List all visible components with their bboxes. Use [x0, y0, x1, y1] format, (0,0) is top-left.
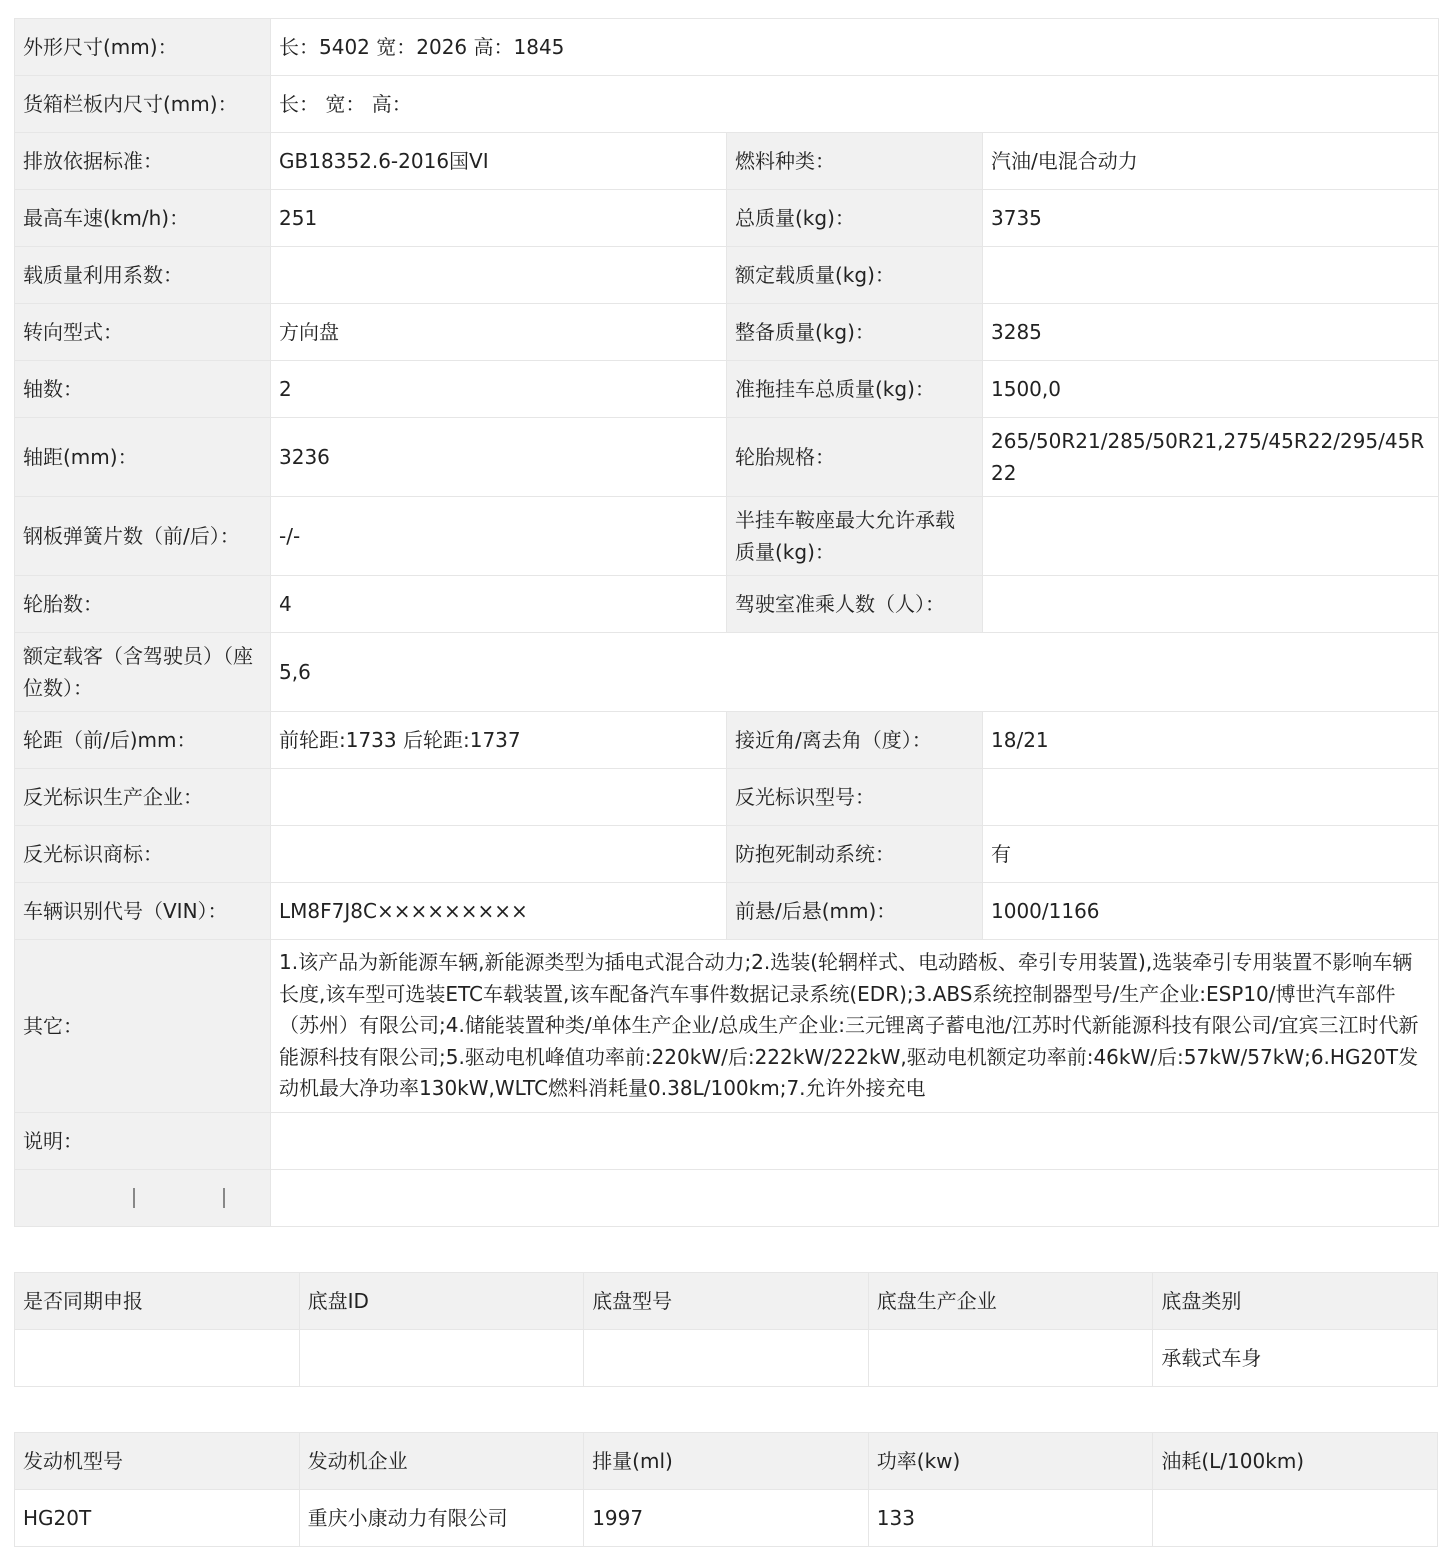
- overhang-label: 前悬/后悬(mm)：: [727, 883, 983, 940]
- chassis-header-cell: 底盘ID: [299, 1273, 584, 1330]
- emission-std-label: 排放依据标准：: [15, 133, 271, 190]
- row-cargo-dims: [15, 76, 1439, 133]
- engine-cell: HG20T: [15, 1490, 300, 1547]
- chassis-header-cell: 底盘生产企业: [868, 1273, 1153, 1330]
- axles-label: 轴数：: [15, 361, 271, 418]
- row-passengers: [15, 633, 1439, 712]
- dimensions-value: 长：5402 宽：2026 高：1845: [271, 19, 1439, 76]
- engine-header-cell: 油耗(L/100km): [1153, 1433, 1438, 1490]
- row-wheelbase: [15, 418, 1439, 497]
- reflect-brand-label: 反光标识商标：: [15, 826, 271, 883]
- reflect-model-value: [983, 769, 1439, 826]
- total-mass-value: 3735: [983, 190, 1439, 247]
- chassis-header-cell: 底盘型号: [584, 1273, 869, 1330]
- rated-load-label: 额定载质量(kg)：: [727, 247, 983, 304]
- leaf-springs-label: 钢板弹簧片数（前/后）：: [15, 497, 271, 576]
- cab-seats-value: [983, 576, 1439, 633]
- abs-label: 防抱死制动系统：: [727, 826, 983, 883]
- trailer-mass-value: 1500,0: [983, 361, 1439, 418]
- chassis-cell: 承载式车身: [1153, 1330, 1438, 1387]
- max-speed-value: 251: [271, 190, 727, 247]
- saddle-load-value: [983, 497, 1439, 576]
- tire-spec-value: 265/50R21/285/50R21,275/45R22/295/45R22: [983, 418, 1439, 497]
- passengers-label: 额定载客（含驾驶员）（座位数）：: [15, 633, 271, 712]
- engine-cell: 1997: [584, 1490, 869, 1547]
- row-load: [15, 247, 1439, 304]
- wheelbase-value: 3236: [271, 418, 727, 497]
- cab-seats-label: 驾驶室准乘人数（人）：: [727, 576, 983, 633]
- fuel-type-value: 汽油/电混合动力: [983, 133, 1439, 190]
- leaf-springs-value: -/-: [271, 497, 727, 576]
- axles-value: 2: [271, 361, 727, 418]
- cargo-dims-label: 货箱栏板内尺寸(mm)：: [15, 76, 271, 133]
- emission-std-value: GB18352.6-2016国VI: [271, 133, 727, 190]
- reflect-maker-value: [271, 769, 727, 826]
- row-reflect-maker: [15, 769, 1439, 826]
- row-emission: [15, 133, 1439, 190]
- vin-label: 车辆识别代号（VIN）：: [15, 883, 271, 940]
- reflect-model-label: 反光标识型号：: [727, 769, 983, 826]
- chassis-cell: [299, 1330, 584, 1387]
- engine-header-row: [15, 1433, 1438, 1490]
- chassis-table: [14, 1272, 1438, 1387]
- chassis-header-row: [15, 1273, 1438, 1330]
- curb-mass-value: 3285: [983, 304, 1439, 361]
- reflect-maker-label: 反光标识生产企业：: [15, 769, 271, 826]
- total-mass-label: 总质量(kg)：: [727, 190, 983, 247]
- steering-value: 方向盘: [271, 304, 727, 361]
- chassis-cell: [584, 1330, 869, 1387]
- row-other: [15, 940, 1439, 1113]
- load-util-value: [271, 247, 727, 304]
- row-speed: [15, 190, 1439, 247]
- chassis-header-cell: 底盘类别: [1153, 1273, 1438, 1330]
- note-value: [271, 1113, 1439, 1170]
- abs-value: 有: [983, 826, 1439, 883]
- trailer-mass-label: 准拖挂车总质量(kg)：: [727, 361, 983, 418]
- row-reflect-brand: [15, 826, 1439, 883]
- empty-value-cell: [271, 1170, 1439, 1227]
- vin-value: LM8F7J8C×××××××××: [271, 883, 727, 940]
- chassis-cell: [868, 1330, 1153, 1387]
- fuel-type-label: 燃料种类：: [727, 133, 983, 190]
- wheelbase-label: 轴距(mm)：: [15, 418, 271, 497]
- engine-header-cell: 功率(kw): [868, 1433, 1153, 1490]
- row-track: [15, 712, 1439, 769]
- tire-count-label: 轮胎数：: [15, 576, 271, 633]
- reflect-brand-value: [271, 826, 727, 883]
- engine-data-row: [15, 1490, 1438, 1547]
- empty-label-cell: [15, 1170, 271, 1227]
- row-note: [15, 1113, 1439, 1170]
- row-dimensions: [15, 19, 1439, 76]
- row-axles: [15, 361, 1439, 418]
- row-tires: [15, 576, 1439, 633]
- row-springs: [15, 497, 1439, 576]
- row-empty: [15, 1170, 1439, 1227]
- max-speed-label: 最高车速(km/h)：: [15, 190, 271, 247]
- track-value: 前轮距:1733 后轮距:1737: [271, 712, 727, 769]
- passengers-value: 5,6: [271, 633, 1439, 712]
- engine-table: [14, 1432, 1438, 1547]
- chassis-cell: [15, 1330, 300, 1387]
- steering-label: 转向型式：: [15, 304, 271, 361]
- track-label: 轮距（前/后)mm：: [15, 712, 271, 769]
- chassis-header-cell: 是否同期申报: [15, 1273, 300, 1330]
- note-label: 说明：: [15, 1113, 271, 1170]
- engine-cell: [1153, 1490, 1438, 1547]
- curb-mass-label: 整备质量(kg)：: [727, 304, 983, 361]
- other-label: 其它：: [15, 940, 271, 1113]
- other-value: 1.该产品为新能源车辆,新能源类型为插电式混合动力;2.选装(轮辋样式、电动踏板、牵引专用装置),选装牵引专用装置不影响车辆长度,该车型可选装ETC车载装置,该车配备汽车事件数据记录系统(EDR);3.ABS系统控制器型号/生产企业:ESP10/博世汽车部件（苏州）有限公司;4.储能装置种类/单体生产企业/总成生产企业:三元锂离子蓄电池/江苏时代新能源科技有限公司/宜宾三江时代新能源科技有限公司;5.驱动电机峰值功率前:220kW/后:222kW/222kW,驱动电机额定功率前:46kW/后:57kW/57kW;6.HG20T发动机最大净功率130kW,WLTC燃料消耗量0.38L/100km;7.允许外接充电: [271, 940, 1439, 1113]
- rated-load-value: [983, 247, 1439, 304]
- row-steering: [15, 304, 1439, 361]
- tire-spec-label: 轮胎规格：: [727, 418, 983, 497]
- cargo-dims-value: 长： 宽： 高：: [271, 76, 1439, 133]
- dimensions-label: 外形尺寸(mm)：: [15, 19, 271, 76]
- engine-cell: 重庆小康动力有限公司: [299, 1490, 584, 1547]
- divider-mark: [223, 1188, 225, 1208]
- engine-header-cell: 发动机企业: [299, 1433, 584, 1490]
- divider-mark: [133, 1188, 135, 1208]
- angles-label: 接近角/离去角（度）：: [727, 712, 983, 769]
- spec-table: [14, 18, 1439, 1227]
- angles-value: 18/21: [983, 712, 1439, 769]
- load-util-label: 载质量利用系数：: [15, 247, 271, 304]
- divider-marks: [15, 1170, 270, 1226]
- chassis-data-row: [15, 1330, 1438, 1387]
- saddle-load-label: 半挂车鞍座最大允许承载质量(kg)：: [727, 497, 983, 576]
- engine-header-cell: 发动机型号: [15, 1433, 300, 1490]
- overhang-value: 1000/1166: [983, 883, 1439, 940]
- engine-header-cell: 排量(ml): [584, 1433, 869, 1490]
- row-vin: [15, 883, 1439, 940]
- tire-count-value: 4: [271, 576, 727, 633]
- engine-cell: 133: [868, 1490, 1153, 1547]
